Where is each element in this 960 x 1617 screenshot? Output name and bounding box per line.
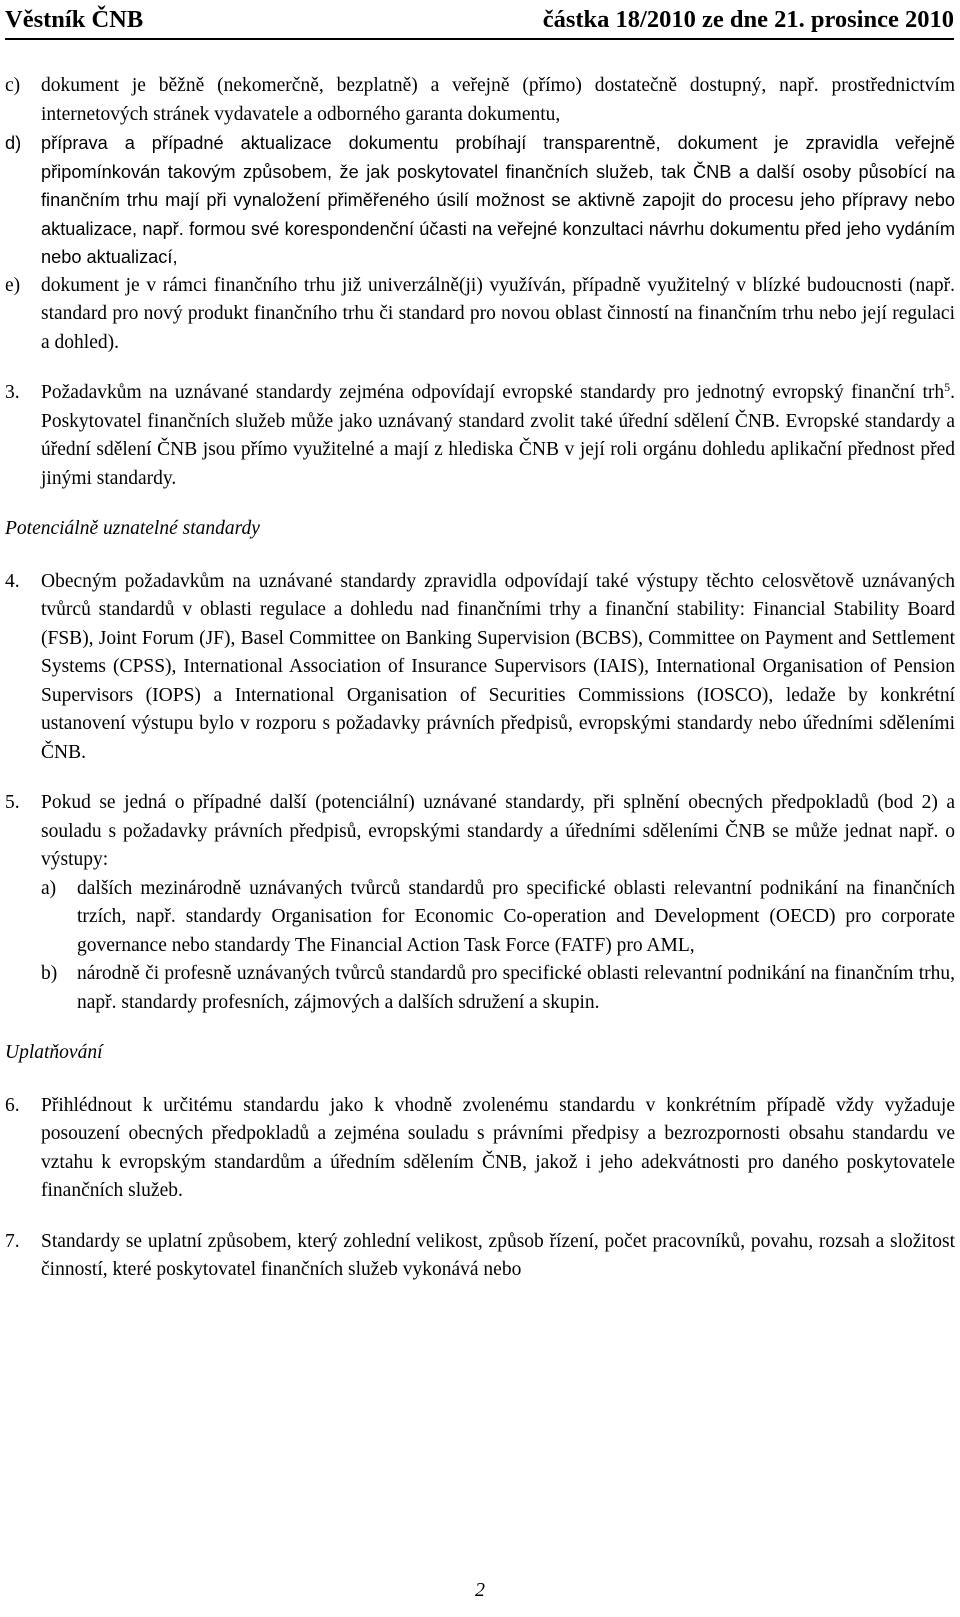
- paragraph-6: [5, 1092, 955, 1206]
- list-label: d): [5, 133, 22, 153]
- list-text: dokument je v rámci finančního trhu již univerzálně(ji) využíván, případně využitelný v blízké budoucnosti (např. standard pro nový produkt finančního trhu či standard pro novou oblast činností na finančním trhu nebo její regulaci a dohled).: [41, 274, 955, 353]
- paragraph-text: Obecným požadavkům na uznávané standardy zpravidla odpovídají také výstupy těchto celosvětově uznávaných tvůrců standardů v oblasti regulace a dohledu nad finančními trhy a finanční stability: Financial Stability Board (FSB), Joint Forum (JF), Basel Committee on Banking Supervision (BCBS), Committee on Payment and Settlement Systems (CPSS), International Association of Insurance Supervisors (IAIS), International Organisation of Pension Supervisors (IOPS) a International Organisation of Securities Commissions (IOSCO), ledaže by konkrétní ustanovení výstupu bylo v rozporu s požadavky právních předpisů, evropskými standardy nebo úředními sděleními ČNB.: [41, 570, 955, 763]
- paragraph-4: [5, 568, 955, 768]
- list-item-e: [5, 272, 955, 358]
- paragraph-intro: Pokud se jedná o případné další (potenciální) uznávané standardy, při splnění obecných předpokladů (bod 2) a souladu s požadavky právních předpisů, evropskými standardy a úředními sděleními ČNB se může jednat např. o výstupy:: [41, 792, 955, 870]
- list-label: c): [5, 75, 21, 96]
- paragraph-text: Přihlédnout k určitému standardu jako k vhodně zvolenému standardu v konkrétním případě vždy vyžaduje posouzení obecných předpokladů a zejména souladu s právními předpisy a bezrozpornosti obsahu standardu ve vztahu k evropským standardům a úředním sdělením ČNB, jakož i jeho adekvátnosti pro daného poskytovatele finančních služeb.: [41, 1094, 955, 1201]
- issue-info: částka 18/2010 ze dne 21. prosince 2010: [542, 6, 954, 33]
- list-text: dalších mezinárodně uznávaných tvůrců standardů pro specifické oblasti relevantní podnikání na finančních trzích, např. standardy Organisation for Economic Co-operation and Development (OECD) pro corporate governance nebo standardy The Financial Action Task Force (FATF) pro AML,: [77, 877, 955, 956]
- list-label: b): [41, 963, 58, 984]
- journal-title: Věstník ČNB: [5, 6, 144, 33]
- paragraph-7: [5, 1228, 955, 1285]
- paragraph-number: 6.: [5, 1094, 20, 1116]
- paragraph-number: 4.: [5, 570, 20, 592]
- paragraph-text: Standardy se uplatní způsobem, který zohlední velikost, způsob řízení, počet pracovníků, povahu, rozsah a složitost činností, které poskytovatel finančních služeb vykonává nebo: [41, 1230, 955, 1280]
- paragraph-5: [5, 789, 955, 1017]
- list-text: národně či profesně uznávaných tvůrců standardů pro specifické oblasti relevantní podnikání na finančním trhu, např. standardy profesních, zájmových a dalších sdružení a skupin.: [77, 963, 955, 1013]
- list-label: a): [41, 877, 57, 899]
- paragraph-number: 3.: [5, 382, 20, 403]
- list-text: příprava a případné aktualizace dokumentu probíhají transparentně, dokument je zpravidla veřejně připomínkován takovým způsobem, že jak poskytovatel finančních služeb, tak ČNB a další osoby působící na finančním trhu mají při vynaložení přiměřeného úsilí možnost se aktivně zapojit do procesu jeho přípravy nebo aktualizace, např. formou své korespondenční účasti na veřejné konzultaci návrhu dokumentu před jeho vydáním nebo aktualizací,: [41, 133, 955, 267]
- footnote-reference[interactable]: 5: [944, 380, 951, 394]
- list-item-b: [41, 960, 955, 1017]
- paragraph-text-part: . Poskytovatel finančních služeb může jako uznávaný standard zvolit také úřední sdělení ČNB. Evropské standardy a úřední sdělení ČNB jsou přímo využitelné a mají z hlediska ČNB v její roli orgánu dohledu aplikační přednost před jinými standardy.: [41, 382, 955, 489]
- paragraph-number: 7.: [5, 1230, 20, 1252]
- paragraph-text: [41, 379, 955, 493]
- section-heading-application: Uplatňování: [5, 1042, 103, 1063]
- paragraph-3: [5, 379, 955, 493]
- page-header: [5, 2, 954, 40]
- list-item-a: [41, 875, 955, 961]
- list-label: e): [5, 274, 21, 296]
- page-content: [5, 72, 955, 1285]
- page-number: 2: [475, 1579, 485, 1601]
- list-text: dokument je běžně (nekomerčně, bezplatně) a veřejně (přímo) dostatečně dostupný, např. prostřednictvím internetových stránek vydavatele a odborného garanta dokumentu,: [41, 75, 955, 125]
- section-heading-potential-standards: Potenciálně uznatelné standardy: [5, 518, 260, 539]
- paragraph-text-part: Požadavkům na uznávané standardy zejména odpovídají evropské standardy pro jednotný evropský finanční trh: [41, 382, 945, 403]
- list-item-d: [5, 129, 955, 272]
- list-item-c: [5, 72, 955, 129]
- paragraph-text: [41, 789, 955, 1017]
- paragraph-number: 5.: [5, 792, 20, 813]
